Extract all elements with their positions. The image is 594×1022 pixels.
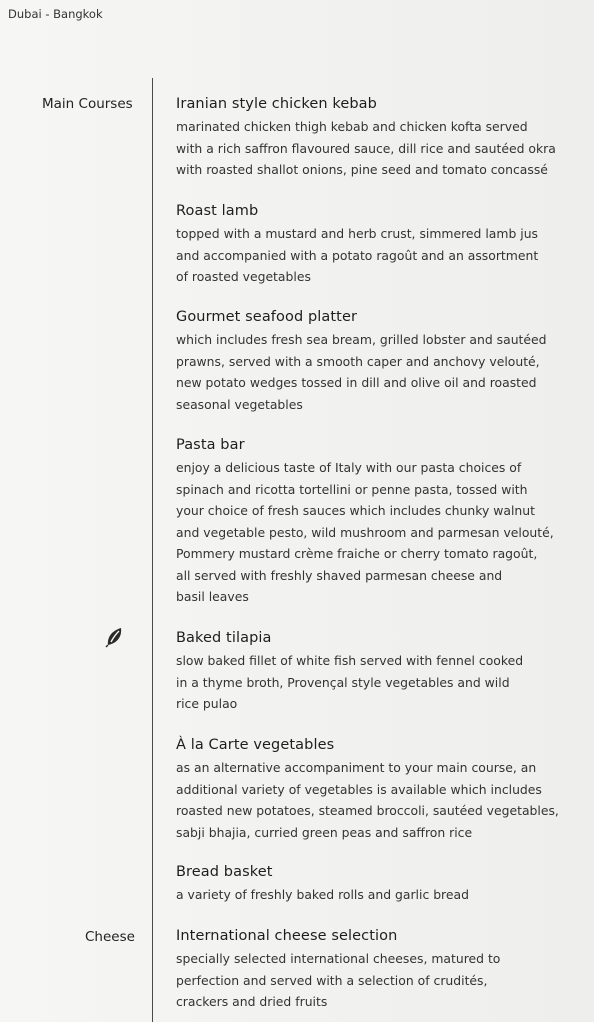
- dish-description-line: slow baked fillet of white fish served with fennel cooked: [176, 653, 524, 668]
- dish-title: International cheese selection: [176, 928, 398, 944]
- dish-description: [176, 884, 576, 906]
- dish-description-line: spinach and ricotta tortellini or penne pasta, tossed with: [176, 481, 528, 497]
- dish-description-line: enjoy a delicious taste of Italy with our pasta choices of: [176, 460, 522, 475]
- dish-description: [176, 457, 576, 608]
- dish-description-line: prawns, served with a smooth caper and anchovy velouté,: [176, 353, 540, 369]
- leaf-icon: [105, 626, 125, 648]
- dish-description-line: specially selected international cheeses, matured to: [176, 951, 501, 966]
- dish-description-line: with roasted shallot onions, pine seed and tomato concassé: [176, 162, 548, 177]
- dish-title: À la Carte vegetables: [176, 737, 335, 753]
- dish-description-line: roasted new potatoes, steamed broccoli, sautéed vegetables,: [176, 803, 559, 818]
- dish-description-line: topped with a mustard and herb crust, simmered lamb jus: [176, 226, 539, 241]
- section-label-main-courses: Main Courses: [42, 96, 133, 112]
- dish-item: [176, 862, 576, 906]
- dish-item: [176, 926, 576, 1013]
- dish-title: Pasta bar: [176, 437, 245, 453]
- dish-description-line: with a rich saffron flavoured sauce, dill rice and sautéed okra: [176, 140, 556, 156]
- dish-description-line: all served with freshly shaved parmesan cheese and: [176, 567, 503, 583]
- dish-description-line: your choice of fresh sauces which includes chunky walnut: [176, 503, 535, 518]
- dish-description-line: a variety of freshly baked rolls and garlic bread: [176, 887, 469, 902]
- dish-item: [176, 307, 576, 415]
- dish-item: [176, 628, 576, 715]
- dish-item: [176, 201, 576, 288]
- dish-title: Bread basket: [176, 864, 273, 880]
- dish-description-line: new potato wedges tossed in dill and olive oil and roasted: [176, 375, 537, 390]
- dish-item: [176, 94, 576, 181]
- dish-title: Gourmet seafood platter: [176, 309, 358, 325]
- dish-title: Baked tilapia: [176, 630, 272, 646]
- dish-description: [176, 650, 576, 715]
- dish-description-line: and accompanied with a potato ragoût and an assortment: [176, 247, 539, 263]
- column-divider: [152, 78, 153, 1022]
- dish-item: [176, 735, 576, 843]
- dish-description: [176, 116, 576, 181]
- dish-description: [176, 757, 576, 843]
- dish-item: [176, 435, 576, 608]
- dish-description-line: which includes fresh sea bream, grilled lobster and sautéed: [176, 332, 547, 347]
- dish-description-line: and vegetable pesto, wild mushroom and parmesan velouté,: [176, 524, 554, 540]
- section-label-cheese: Cheese: [85, 929, 135, 945]
- dish-description-line: rice pulao: [176, 696, 238, 711]
- dish-description-line: Pommery mustard crème fraiche or cherry tomato ragoût,: [176, 546, 538, 561]
- dish-description-line: sabji bhajia, curried green peas and saffron rice: [176, 824, 473, 840]
- dish-description-line: seasonal vegetables: [176, 396, 303, 412]
- dish-description-line: in a thyme broth, Provençal style vegetables and wild: [176, 674, 510, 690]
- dish-description-line: perfection and served with a selection of crudités,: [176, 972, 488, 988]
- dish-title: Roast lamb: [176, 203, 259, 219]
- dish-description-line: basil leaves: [176, 589, 249, 604]
- dish-description: [176, 329, 576, 415]
- dish-title: Iranian style chicken kebab: [176, 96, 377, 112]
- dish-description-line: marinated chicken thigh kebab and chicken kofta served: [176, 119, 528, 134]
- dish-description-line: crackers and dried fruits: [176, 994, 328, 1009]
- route-header: Dubai - Bangkok: [8, 7, 103, 21]
- dish-description: [176, 948, 576, 1013]
- dish-description-line: additional variety of vegetables is available which includes: [176, 781, 542, 797]
- dish-description: [176, 223, 576, 288]
- dish-description-line: as an alternative accompaniment to your main course, an: [176, 760, 537, 775]
- dish-description-line: of roasted vegetables: [176, 269, 311, 284]
